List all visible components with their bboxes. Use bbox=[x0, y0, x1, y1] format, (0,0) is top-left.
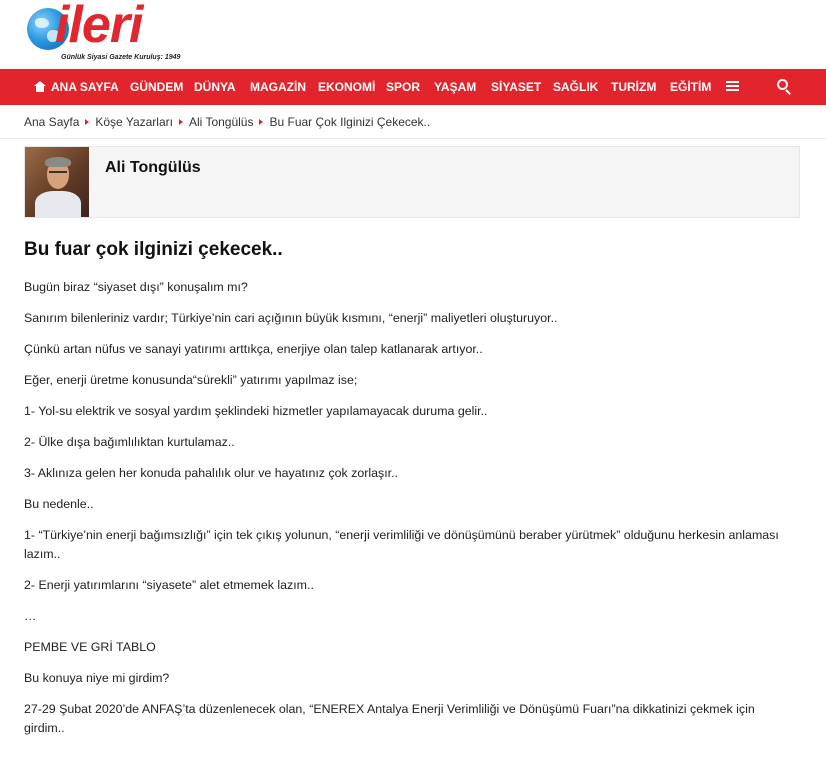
divider bbox=[0, 138, 826, 139]
article-paragraph: PEMBE VE GRİ TABLO bbox=[24, 640, 156, 654]
chevron-right-icon bbox=[85, 119, 89, 125]
article-paragraph: 1- “Türkiye’nin enerji bağımsızlığı” için tek çıkış yolunun, “enerji verimliliği ve dönüşümünü beraber yürütmek” olduğunu herkesin anlaması lazım.. bbox=[24, 528, 779, 561]
nav-item-dunya[interactable]: DÜNYA bbox=[194, 80, 236, 94]
chevron-right-icon bbox=[259, 119, 263, 125]
breadcrumb bbox=[24, 105, 430, 139]
nav-item-label: ANA SAYFA bbox=[51, 80, 119, 94]
nav-item-magazin[interactable]: MAGAZİN bbox=[250, 80, 306, 94]
author-box bbox=[24, 146, 800, 218]
nav-item-gundem[interactable]: GÜNDEM bbox=[130, 80, 184, 94]
nav-item-ekonomi[interactable]: EKONOMİ bbox=[318, 80, 376, 94]
article-paragraph: 2- Ülke dışa bağımlılıktan kurtulamaz.. bbox=[24, 435, 235, 449]
site-header bbox=[0, 0, 826, 69]
chevron-right-icon bbox=[179, 119, 183, 125]
article-paragraph: Sanırım bilenleriniz vardır; Türkiye’nin cari açığının büyük kısmını, “enerji” maliyetleri oluşturuyor.. bbox=[24, 311, 558, 325]
article-paragraph: 1- Yol-su elektrik ve sosyal yardım şeklindeki hizmetler yapılamayacak duruma gelir.. bbox=[24, 404, 488, 418]
breadcrumb-author[interactable]: Ali Tongülüs bbox=[188, 115, 254, 129]
article-body bbox=[24, 278, 784, 750]
nav-item-spor[interactable]: SPOR bbox=[386, 80, 421, 94]
nav-item-ana-sayfa[interactable] bbox=[34, 69, 119, 105]
article-paragraph: 3- Aklınıza gelen her konuda pahalılık olur ve hayatınız çok zorlaşır.. bbox=[24, 466, 398, 480]
menu-icon[interactable] bbox=[726, 81, 739, 92]
breadcrumb-home[interactable]: Ana Sayfa bbox=[24, 115, 80, 129]
nav-item-siyaset[interactable]: SİYASET bbox=[491, 80, 542, 94]
article-paragraph: Çünkü artan nüfus ve sanayi yatırımı arttıkça, enerjiye olan talep katlanarak artıyor.. bbox=[24, 342, 483, 356]
breadcrumb-columnists[interactable]: Köşe Yazarları bbox=[95, 115, 173, 129]
home-icon bbox=[34, 81, 46, 92]
author-avatar[interactable] bbox=[25, 147, 89, 217]
breadcrumb-current: Bu Fuar Çok Ilginizi Çekecek.. bbox=[269, 115, 431, 129]
logo-tagline: Günlük Siyasi Gazete Kuruluş: 1949 bbox=[61, 54, 181, 61]
article-paragraph: Bu nedenle.. bbox=[24, 497, 94, 511]
nav-item-turizm[interactable]: TURİZM bbox=[611, 80, 657, 94]
nav-item-egitim[interactable]: EĞİTİM bbox=[670, 80, 712, 94]
nav-item-saglik[interactable]: SAĞLIK bbox=[553, 80, 599, 94]
main-nav bbox=[0, 69, 826, 105]
nav-item-yasam[interactable]: YAŞAM bbox=[434, 80, 477, 94]
article-paragraph: Bugün biraz “siyaset dışı” konuşalım mı? bbox=[24, 280, 248, 294]
search-icon[interactable] bbox=[777, 79, 792, 94]
article-title: Bu fuar çok ilginizi çekecek.. bbox=[24, 239, 283, 260]
article-paragraph: Bu konuya niye mi girdim? bbox=[24, 671, 170, 685]
author-name[interactable]: Ali Tongülüs bbox=[105, 159, 201, 176]
article-paragraph: 27-29 Şubat 2020’de ANFAŞ’ta düzenlenecek olan, “ENEREX Antalya Enerji Verimliliği ve Dönüşümü Fuarı”na dikkatinizi çekmek için girdim.. bbox=[24, 702, 755, 735]
article-paragraph: … bbox=[24, 609, 37, 623]
logo-text: ileri bbox=[55, 0, 143, 54]
site-logo[interactable] bbox=[27, 0, 202, 64]
article-paragraph: 2- Enerji yatırımlarını “siyasete” alet etmemek lazım.. bbox=[24, 578, 314, 592]
article-paragraph: Eğer, enerji üretme konusunda“sürekli” yatırımı yapılmaz ise; bbox=[24, 373, 358, 387]
